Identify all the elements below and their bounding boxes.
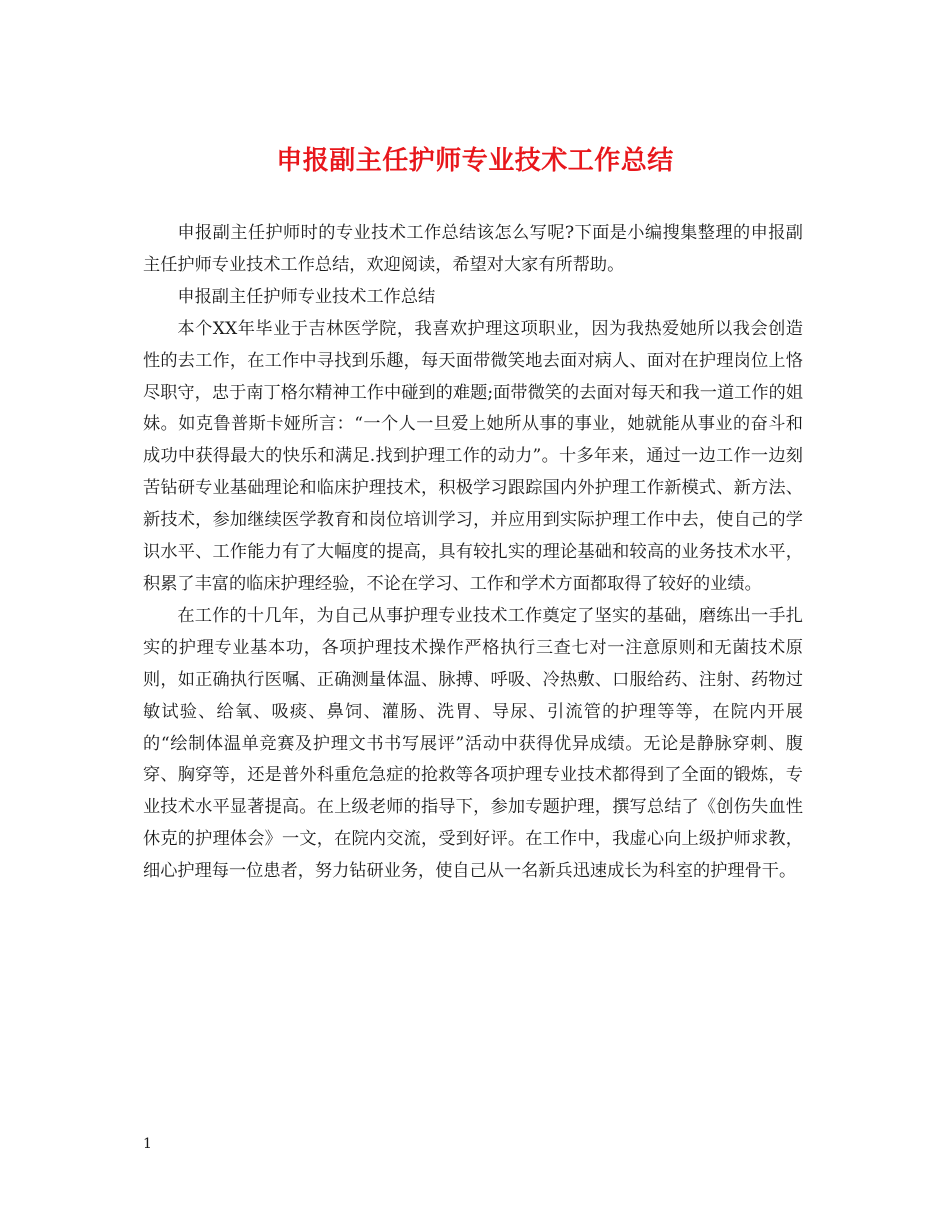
section-heading: 申报副主任护师专业技术工作总结 — [177, 286, 436, 307]
document-body — [143, 218, 803, 888]
body-paragraph: 本个XX年毕业于吉林医学院，我喜欢护理这项职业，因为我热爱她所以我会创造性的去工作，在工作中寻找到乐趣，每天面带微笑地去面对病人、面对在护理岗位上恪尽职守，忠于南丁格尔精神工作中碰到的难题;面带微笑的去面对每天和我一道工作的姐妹。如克鲁普斯卡娅所言：“一个人一旦爱上她所从事的事业，她就能从事业的奋斗和成功中获得最大的快乐和满足.找到护理工作的动力”。十多年来，通过一边工作一边刻苦钻研专业基础理论和临床护理技术，积极学习跟踪国内外护理工作新模式、新方法、新技术，参加继续医学教育和岗位培训学习，并应用到实际护理工作中去，使自己的学识水平、工作能力有了大幅度的提高，具有较扎实的理论基础和较高的业务技术水平，积累了丰富的临床护理经验，不论在学习、工作和学术方面都取得了较好的业绩。 — [143, 318, 803, 594]
intro-paragraph: 申报副主任护师时的专业技术工作总结该怎么写呢?下面是小编搜集整理的申报副主任护师专业技术工作总结，欢迎阅读，希望对大家有所帮助。 — [143, 223, 803, 275]
body-paragraph: 在工作的十几年，为自己从事护理专业技术工作奠定了坚实的基础，磨练出一手扎实的护理专业基本功，各项护理技术操作严格执行三查七对一注意原则和无菌技术原则，如正确执行医嘱、正确测量体温、脉搏、呼吸、冷热敷、口服给药、注射、药物过敏试验、给氧、吸痰、鼻饲、灌肠、洗胃、导尿、引流管的护理等等，在院内开展的“绘制体温单竞赛及护理文书书写展评”活动中获得优异成绩。无论是静脉穿刺、腹穿、胸穿等，还是普外科重危急症的抢救等各项护理专业技术都得到了全面的锻炼，专业技术水平显著提高。在上级老师的指导下，参加专题护理，撰写总结了《创伤失血性休克的护理体会》一文，在院内交流，受到好评。在工作中，我虚心向上级护师求教，细心护理每一位患者，努力钻研业务，使自己从一名新兵迅速成长为科室的护理骨干。 — [143, 605, 803, 882]
page-number: 1 — [143, 1136, 152, 1152]
document-title: 申报副主任护师专业技术工作总结 — [276, 146, 674, 176]
